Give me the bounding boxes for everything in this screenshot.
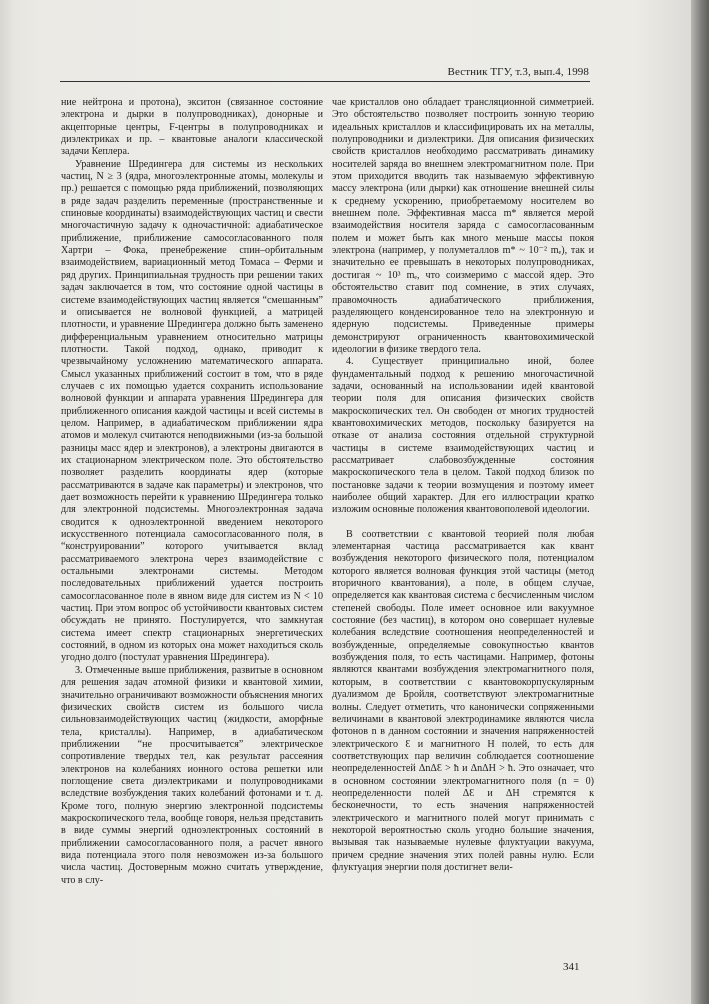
scan-edge <box>691 0 709 1004</box>
running-header: Вестник ТГУ, т.3, вып.4, 1998 <box>447 66 589 78</box>
paragraph: 3. Отмеченные выше приближения, развитые в основном для решения задач атомной физики и квантовой химии, значительно ограничивают возможности объяснения многих физических свойств систем из большого числа сильновзаимодействующих частиц (жидкости, аморфные тела, кристаллы). Например, в адиабатическом приближении “не просчитывается” электрическое сопротивление твердых тел, как результат рассеяния электронов на колебаниях ионного остова решетки или поглощение света диэлектриками и полупроводниками вследствие возбуждения таких колебаний фотонами и т. д. Кроме того, полную энергию электронной подсистемы макроскопического тела, вообще говоря, нельзя представить в виде суммы энергий одноэлектронных состояний в приближении самосогласованного поля, а расчет явного вида потенциала этого поля невозможен из-за большого числа частиц. Достоверным можно считать утверждение, что в слу- <box>61 664 323 886</box>
paragraph: Уравнение Шредингера для системы из нескольких частиц, N ≥ 3 (ядра, многоэлектронные атомы, молекулы и пр.) решается с помощью ряда приближений, позволяющих в ряде задач разделить переменные (пространственные и спиновые координаты) взаимодействующих частиц и свести многочастичную задачу к одночастичной: адиабатическое приближение, приближение самосогласованного поля Хартри – Фока, пренебрежение спин–орбитальным взаимодействием, вариационный метод Томаса – Ферми и ряд других. Принципиальная трудность при решении таких задач заключается в том, что состояние одной частицы в системе взаимодействующих частиц является “смешанным” и описывается не волновой функцией, а матрицей плотности, и уравнение Шредингера должно быть заменено дифференциальным уравнением относительно матрицы плотности. Такой подход, однако, приводит к чрезвычайному усложнению математического аппарата. Смысл указанных приближений состоит в том, что в ряде случаев с их помощью удается сохранить использование волновой функции и аппарата уравнения Шредингера для приближенного описания каждой частицы и всей системы в целом. Например, в адиабатическом приближении ядра атомов и молекул считаются неподвижными (из-за большой разницы масс ядер и электронов), а электроны двигаются в их стационарном электрическом поле. Это обстоятельство позволяет разделить координаты ядер (которые рассматриваются в задаче как параметры) и электронов, что дает возможность перейти к уравнению Шредингера только для электронной подсистемы. Многоэлектронная задача сводится к одноэлектронной введением некоторого искусственного потенциала самосогласованного поля, в “конструировании” которого учитывается вклад рассматриваемого электрона через взаимодействие с остальными электронами системы. Методом последовательных приближений удается построить самосогласованное поле в явном виде для систем из N < 10 частиц. При этом вопрос об устойчивости квантовых систем обсуждать не принято. Постулируется, что замкнутая система имеет спектр стационарных энергетических состояний, в одном из которых она может находиться сколь угодно долго (постулат уравнения Шредингера). <box>61 158 323 664</box>
left-column <box>61 97 323 887</box>
header-rule <box>60 81 590 82</box>
right-column <box>332 97 594 874</box>
paragraph: ние нейтрона и протона), экситон (связанное состояние электрона и дырки в полупроводниках), донорные и акцепторные центры, F-центры в полупроводниках и диэлектриках и пр. – квантовые аналоги классической задачи Кеплера. <box>61 97 323 158</box>
binding-shadow <box>0 0 14 1004</box>
paragraph: В соответствии с квантовой теорией поля любая элементарная частица рассматривается как квант возбуждения некоторого физического поля, потенциалом которого является волновая функция этой частицы (метод вторичного квантования), а поле, в общем случае, определяется как квантовая система с бесчисленным числом степеней свободы. Поле имеет основное или вакуумное состояние (без частиц), в котором оно совершает нулевые колебания вследствие соотношения неопределенностей и возбужденные, определяемые совокупностью квантов возбуждения поля, то есть частицами. Например, фотоны являются квантами возбуждения электромагнитного поля, которым, в соответствии с квантовокорпускулярным дуализмом де Бройля, соответствуют электромагнитные волны. Следует отметить, что канонически сопряженными величинами в квантовой электродинамике являются числа фотонов n в данном состоянии и значения напряженностей электрического Ɛ и магнитного H полей, то есть для соответствующих пар величин соблюдается соотношение неопределенностей ΔnΔƐ > ħ и ΔnΔH > ħ. Это означает, что в основном состоянии электромагнитного поля (n = 0) неопределенности полей ΔƐ и ΔH стремятся к бесконечности, то есть значения напряженностей электрического и магнитного полей могут принимать с некоторой вероятностью сколь угодно большие значения, вызывая так называемые нулевые флуктуации вакуума, причем средние значения этих полей равны нулю. Если флуктуация энергии поля достигнет вели- <box>332 528 594 873</box>
paragraph: 4. Существует принципиально иной, более фундаментальный подход к решению многочастичной задачи, основанный на использовании идей квантовой теории поля для описания физических свойств макроскопических тел. Он свободен от многих трудностей квантовохимических методов, поскольку базируется на отказе от анализа состояния отдельной структурной частицы в системе взаимодействующих частиц и рассматривает слабовозбужденные состояния макроскопического тела в целом. Такой подход близок по постановке задачи к теории возмущения и поэтому имеет наиболее общий характер. Для его иллюстрации кратко изложим основные положения квантовополевой идеологии. <box>332 356 594 516</box>
page-number: 341 <box>563 961 580 973</box>
paragraph: чае кристаллов оно обладает трансляционной симметрией. Это обстоятельство позволяет построить зонную теорию идеальных кристаллов и классифицировать их на металлы, полупроводники и диэлектрики. Для описания физических свойств кристаллов необходимо рассматривать динамику носителей заряда во внешнем электромагнитном поле. При этом приходится вводить так называемую эффективную массу электрона (или дырки) как отношение внешней силы к среднему ускорению, приобретаемому носителем во внешнем поле. Эффективная масса m* является мерой взаимодействия носителя заряда с самосогласованным полем и может быть как много меньше массы покоя электрона (например, у полуметаллов m* ~ 10⁻² mₑ), так и значительно ее превышать в некоторых полупроводниках, достигая ~ 10³ mₑ, что соизмеримо с массой ядер. Это обстоятельство ставит под сомнение, в этих случаях, правомочность адиабатического приближения, разделяющего конденсированное тело на электронную и ядерную подсистемы. Приведенные примеры демонстрируют ограниченность квантовохимической идеологии в физике твердого тела. <box>332 97 594 355</box>
